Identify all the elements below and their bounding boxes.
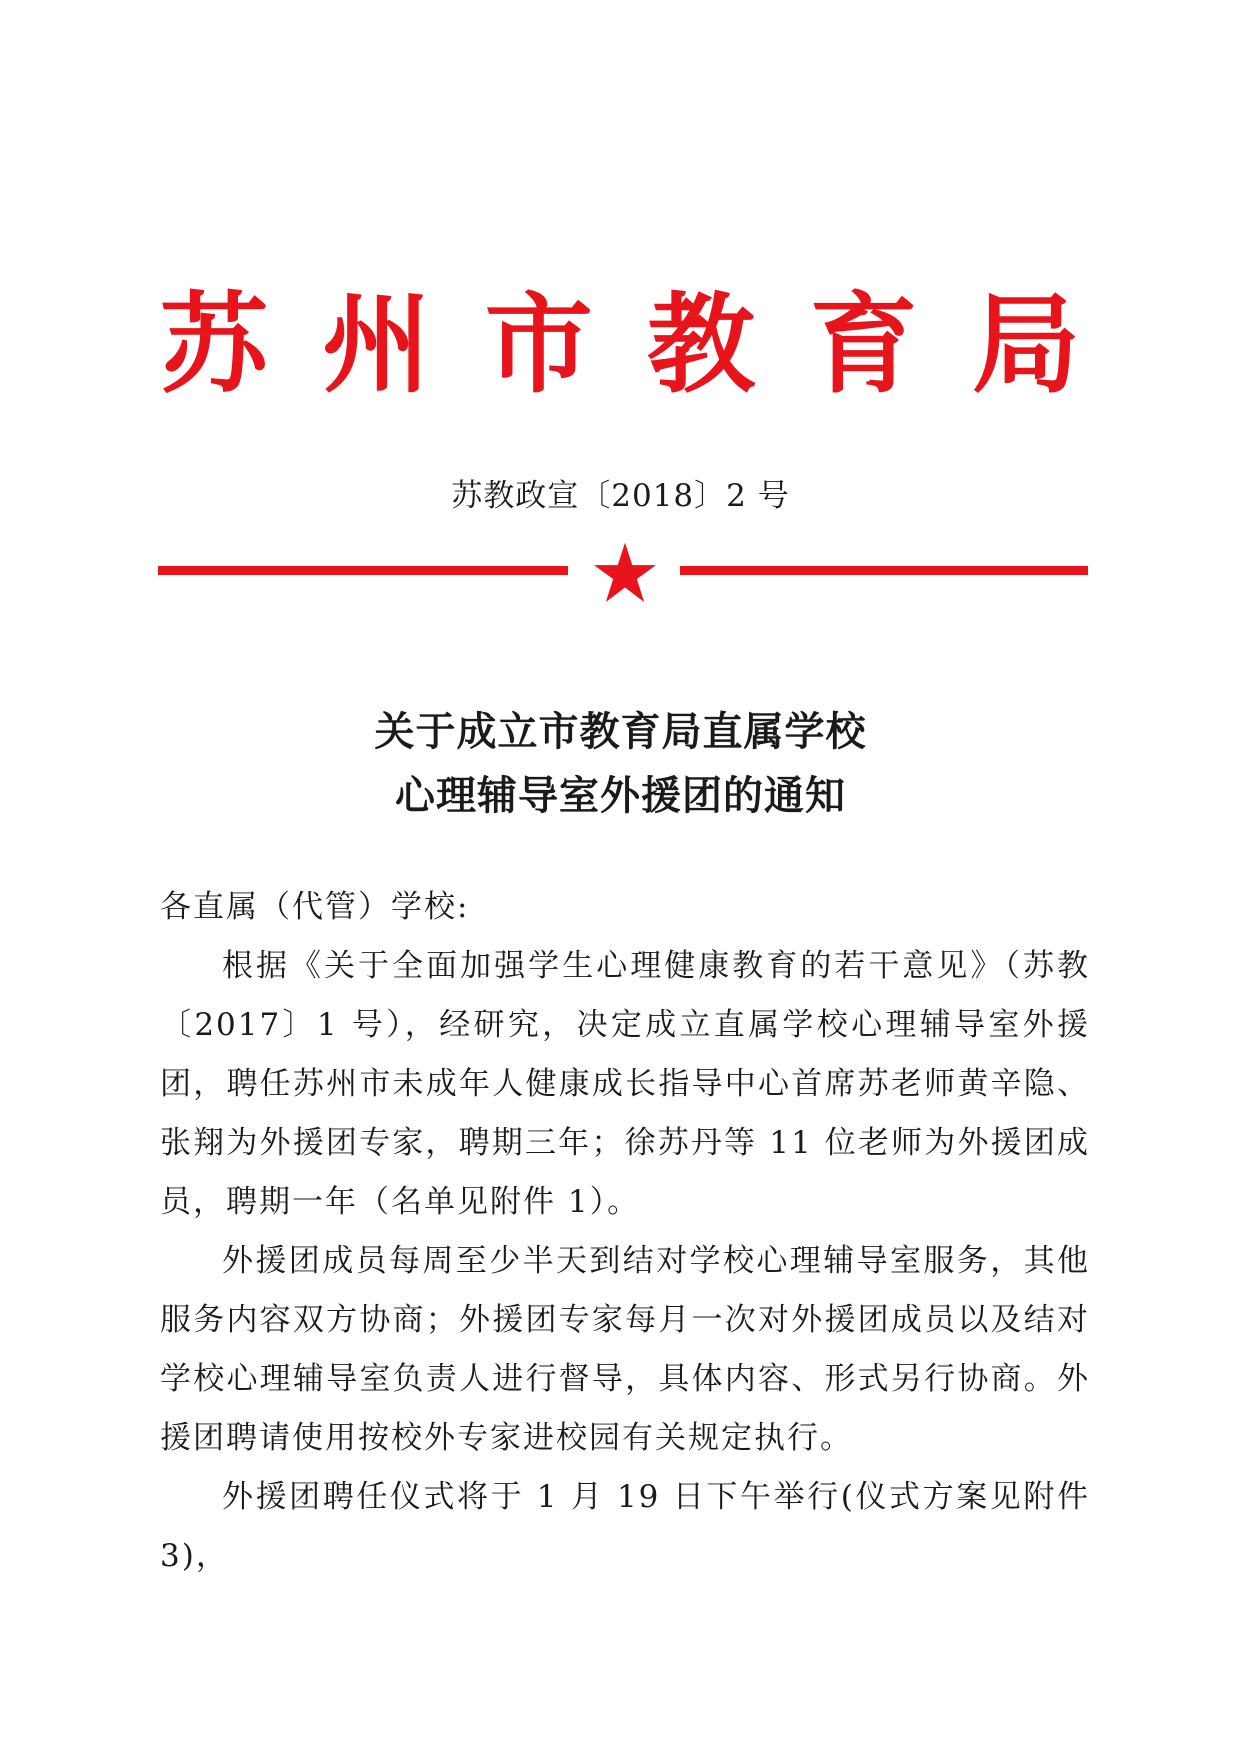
salutation: 各直属（代管）学校: bbox=[160, 889, 470, 925]
issuer-char: 教 bbox=[647, 282, 756, 408]
issuer-char: 局 bbox=[971, 282, 1080, 408]
document-title bbox=[0, 700, 1241, 828]
red-divider bbox=[158, 540, 1088, 600]
divider-right-bar bbox=[680, 566, 1088, 575]
title-line-1: 关于成立市教育局直属学校 bbox=[374, 708, 867, 755]
issuer-char: 苏 bbox=[160, 282, 269, 408]
body-paragraph: 根据《关于全面加强学生心理健康教育的若干意见》（苏教〔2017〕1 号），经研究，决定成立直属学校心理辅导室外援团，聘任苏州市未成年人健康成长指导中心首席苏老师黄辛隐、张翔为外援团专家，聘期三年；徐苏丹等 11 位老师为外援团成员，聘期一年（名单见附件 1）。 bbox=[160, 948, 1090, 1220]
title-line-2: 心理辅导室外援团的通知 bbox=[395, 772, 846, 819]
star-icon bbox=[592, 540, 658, 606]
divider-left-bar bbox=[158, 566, 568, 575]
body-paragraph: 外援团成员每周至少半天到结对学校心理辅导室服务，其他服务内容双方协商；外援团专家每月一次对外援团成员以及结对学校心理辅导室负责人进行督导，具体内容、形式另行协商。外援团聘请使用按校外专家进校园有关规定执行。 bbox=[160, 1243, 1090, 1456]
document-number: 苏教政宣〔2018〕2 号 bbox=[451, 478, 790, 514]
issuer-char: 州 bbox=[322, 282, 431, 408]
issuer-char: 育 bbox=[809, 282, 918, 408]
issuer-masthead bbox=[160, 270, 1080, 420]
issuer-char: 市 bbox=[484, 282, 593, 408]
document-body bbox=[160, 878, 1090, 1586]
body-paragraph: 外援团聘任仪式将于 1 月 19 日下午举行(仪式方案见附件 3)， bbox=[160, 1479, 1090, 1574]
